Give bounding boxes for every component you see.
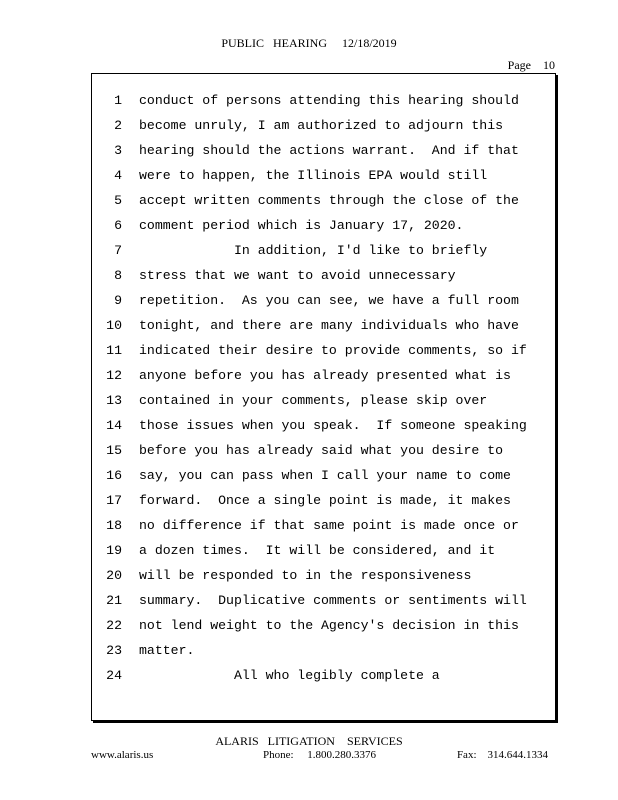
line-text: stress that we want to avoid unnecessary (139, 268, 456, 283)
line-text: no difference if that same point is made once or (139, 518, 519, 533)
line-number: 21 (106, 593, 122, 608)
line-text: hearing should the actions warrant. And if that (139, 143, 519, 158)
line-number: 6 (114, 218, 122, 233)
line-text: were to happen, the Illinois EPA would still (139, 168, 488, 183)
line-text: say, you can pass when I call your name to come (139, 468, 511, 483)
line-text: conduct of persons attending this hearing should (139, 93, 519, 108)
line-number: 3 (114, 143, 122, 158)
line-text: those issues when you speak. If someone speaking (139, 418, 527, 433)
line-text: become unruly, I am authorized to adjourn this (139, 118, 504, 133)
footer-company: ALARIS LITIGATION SERVICES (215, 734, 403, 748)
line-number: 16 (106, 468, 122, 483)
line-number: 17 (106, 493, 122, 508)
line-text: contained in your comments, please skip over (139, 393, 488, 408)
transcript-frame (91, 73, 556, 721)
footer-website: www.alaris.us (91, 749, 154, 761)
line-text: anyone before you has already presented what is (139, 368, 511, 383)
footer-phone: Phone: 1.800.280.3376 (263, 749, 377, 761)
line-number: 20 (106, 568, 122, 583)
line-text: tonight, and there are many individuals who have (139, 318, 519, 333)
line-text: a dozen times. It will be considered, and it (139, 543, 496, 558)
line-number: 18 (106, 518, 122, 533)
line-text: In addition, I'd like to briefly (139, 243, 488, 258)
line-number: 11 (106, 343, 122, 358)
line-text: All who legibly complete a (139, 668, 440, 683)
line-number: 8 (114, 268, 122, 283)
line-number: 7 (114, 243, 122, 258)
line-number: 10 (106, 318, 122, 333)
line-number: 1 (114, 93, 122, 108)
line-number: 23 (106, 643, 122, 658)
line-number: 15 (106, 443, 122, 458)
line-number: 22 (106, 618, 122, 633)
line-number: 12 (106, 368, 122, 383)
line-number: 2 (114, 118, 122, 133)
line-number: 13 (106, 393, 122, 408)
line-text: comment period which is January 17, 2020. (139, 218, 464, 233)
line-text: repetition. As you can see, we have a full room (139, 293, 519, 308)
line-text: summary. Duplicative comments or sentiments will (139, 593, 527, 608)
line-number: 4 (114, 168, 122, 183)
line-text: forward. Once a single point is made, it makes (139, 493, 511, 508)
line-text: before you has already said what you desire to (139, 443, 504, 458)
line-number: 19 (106, 543, 122, 558)
line-number: 14 (106, 418, 122, 433)
line-number: 5 (114, 193, 122, 208)
page-number: Page 10 (507, 58, 555, 72)
line-text: matter. (139, 643, 195, 658)
line-text: will be responded to in the responsiveness (139, 568, 472, 583)
line-number: 24 (106, 668, 122, 683)
line-number: 9 (114, 293, 122, 308)
line-text: indicated their desire to provide comments, so if (139, 343, 527, 358)
line-text: not lend weight to the Agency's decision in this (139, 618, 519, 633)
page-header-title: PUBLIC HEARING 12/18/2019 (221, 36, 397, 50)
line-text: accept written comments through the close of the (139, 193, 519, 208)
footer-fax: Fax: 314.644.1334 (456, 749, 548, 761)
